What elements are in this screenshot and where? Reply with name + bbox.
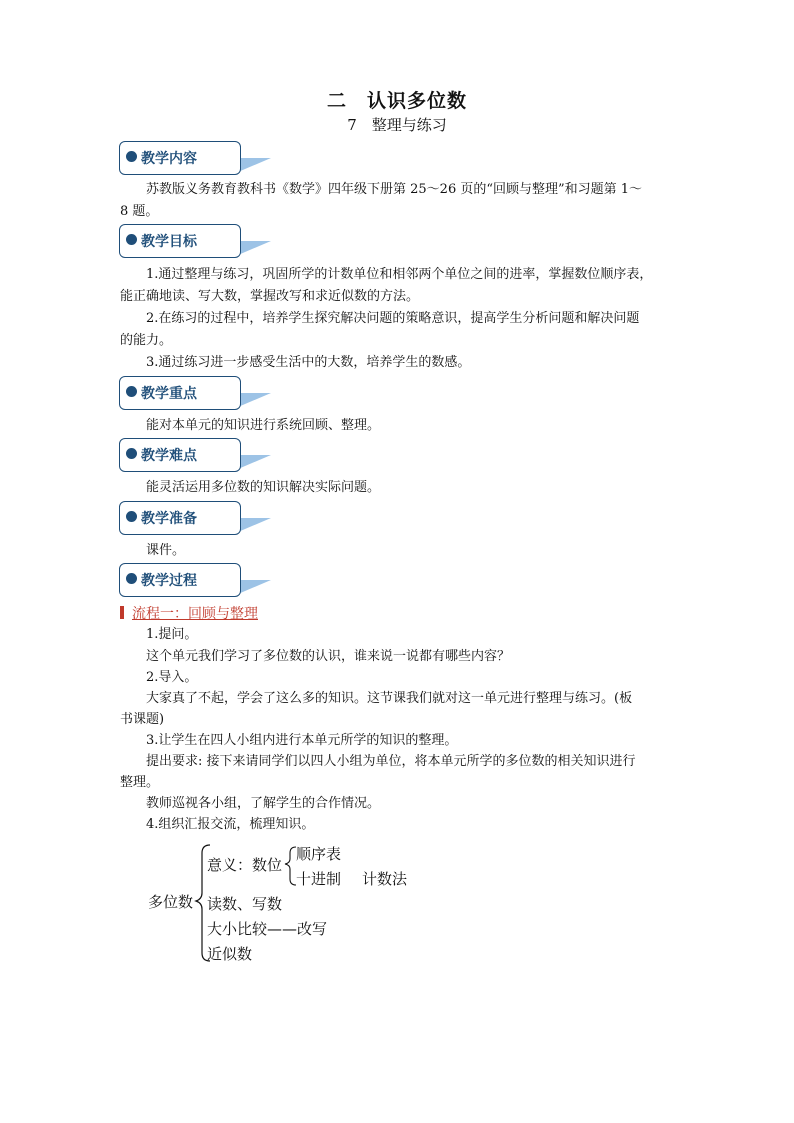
goal-1: 1.通过整理与练习，巩固所学的计数单位和相邻两个单位之间的进率，掌握数位顺序表， (146, 267, 653, 282)
flow-title: 流程一：回顾与整理 (132, 606, 258, 622)
step-2: 2.导入。 (146, 670, 198, 685)
section-label: 教学重点 (141, 386, 197, 402)
step-3-text: 提出要求: 接下来请同学们以四人小组为单位，将本单元所学的多位数的相关知识进行 (146, 754, 636, 769)
content-text: 苏教版义务教育教科书《数学》四年级下册第 25～26 页的“回顾与整理”和习题第 1～ (146, 182, 643, 197)
diagram-root: 多位数 (148, 893, 194, 911)
goal-2-cont: 的能力。 (120, 333, 173, 348)
diagram-meaning: 意义：数位 (207, 856, 283, 874)
diagram-decimal: 十进制 (296, 870, 342, 888)
prep-text: 课件。 (146, 543, 186, 558)
diagram-compare: 大小比较——改写 (207, 920, 328, 938)
difficult-point-text: 能灵活运用多位数的知识解决实际问题。 (146, 480, 381, 495)
key-point-text: 能对本单元的知识进行系统回顾、整理。 (146, 418, 381, 433)
step-3-text-cont: 整理。 (120, 775, 160, 790)
page-subtitle: 7 整理与练习 (347, 116, 447, 134)
goal-1-cont: 能正确地读、写大数，掌握改写和求近似数的方法。 (120, 289, 420, 304)
section-label: 教学过程 (141, 573, 197, 589)
section-label: 教学难点 (141, 448, 197, 464)
step-2-text-cont: 书课题) (120, 712, 165, 727)
diagram-order-table: 顺序表 (296, 845, 342, 863)
step-2-text: 大家真了不起，学会了这么多的知识。这节课我们就对这一单元进行整理与练习。(板 (146, 691, 633, 706)
step-3-note: 教师巡视各小组，了解学生的合作情况。 (146, 796, 381, 811)
page-title: 二 认识多位数 (326, 90, 467, 112)
section-label: 教学目标 (141, 234, 197, 250)
diagram-read-write: 读数、写数 (207, 895, 283, 913)
content-text-cont: 8 题。 (120, 204, 159, 219)
goal-3: 3.通过练习进一步感受生活中的大数，培养学生的数感。 (146, 355, 471, 370)
step-1: 1.提问。 (146, 627, 198, 642)
diagram-counting: 计数法 (362, 870, 408, 888)
section-label: 教学准备 (141, 511, 197, 527)
diagram-approx: 近似数 (207, 945, 253, 963)
section-label: 教学内容 (141, 151, 197, 167)
step-1-text: 这个单元我们学习了多位数的认识，谁来说一说都有哪些内容？ (146, 649, 511, 664)
step-3: 3.让学生在四人小组内进行本单元所学的知识的整理。 (146, 733, 458, 748)
goal-2: 2.在练习的过程中，培养学生探究解决问题的策略意识，提高学生分析问题和解决问题 (146, 311, 640, 326)
step-4: 4.组织汇报交流，梳理知识。 (146, 817, 315, 832)
sub-brace (285, 847, 296, 885)
